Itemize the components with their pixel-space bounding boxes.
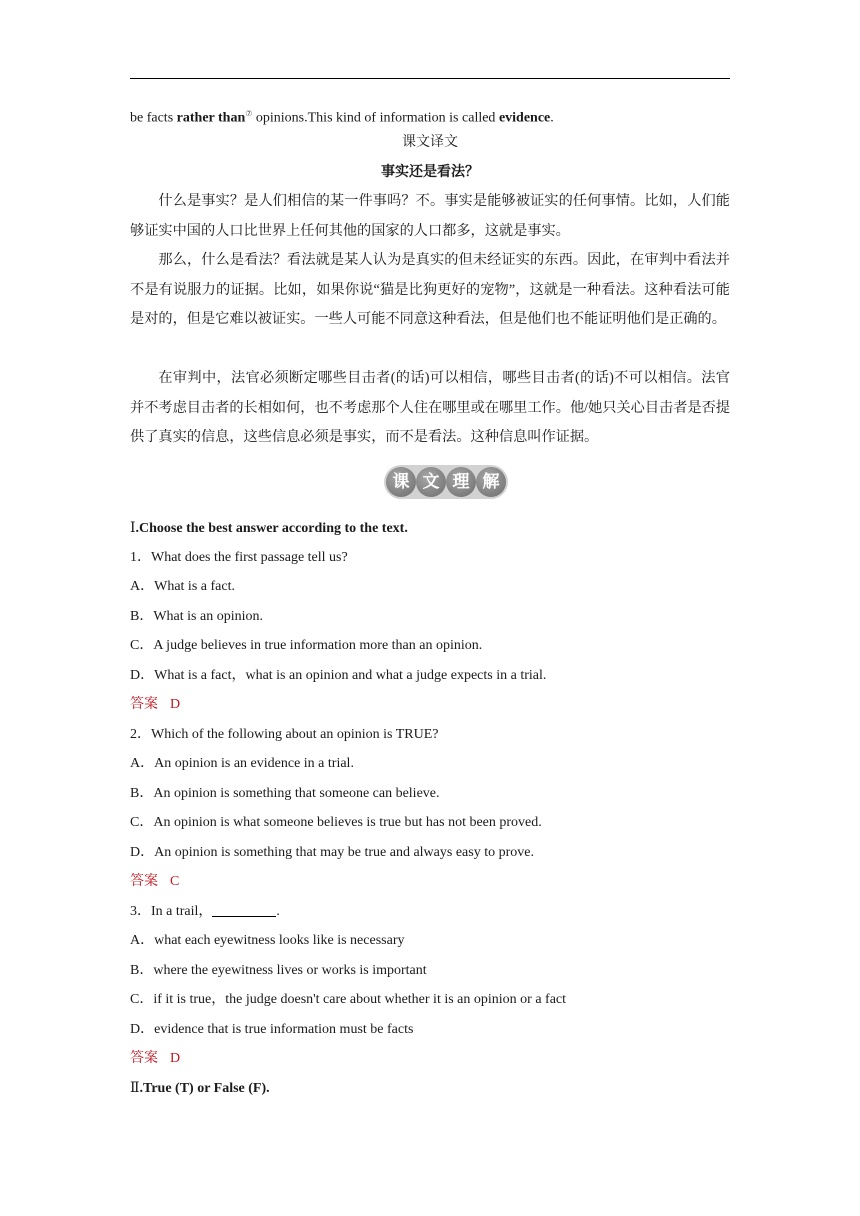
question-1-option-a: A．What is a fact. (130, 579, 235, 594)
question-2-option-c: C．An opinion is what someone believes is true but has not been proved. (130, 815, 542, 830)
question-1-option-d: D．What is a fact，what is an opinion and what a judge expects in a trial. (130, 668, 547, 683)
question-3-option-c: C．if it is true，the judge doesn't care about whether it is an opinion or a fact (130, 992, 567, 1007)
section-1-heading (130, 519, 408, 539)
question-2-option-d: D．An opinion is something that may be true and always easy to prove. (130, 845, 534, 860)
badge-char: 文 (416, 467, 446, 497)
intro-text-mid: opinions.This kind of information is called (252, 110, 499, 126)
intro-bold-phrase: rather than (176, 110, 246, 126)
badge-char: 理 (446, 467, 476, 497)
intro-text: be facts (130, 110, 177, 126)
question-3-option-a: A．what each eyewitness looks like is necessary (130, 933, 405, 948)
section-2-heading (130, 1079, 270, 1099)
question-3-option-b: B．where the eyewitness lives or works is important (130, 963, 427, 978)
section-badge (384, 465, 508, 499)
question-2-answer (130, 872, 179, 892)
question-2-option-a: A．An opinion is an evidence in a trial. (130, 756, 354, 771)
answer-value: C (170, 874, 180, 889)
header-rule (130, 78, 730, 79)
answer-value: D (170, 1051, 181, 1066)
question-3-stem-end: . (276, 904, 280, 919)
section-1-numeral: Ⅰ (130, 521, 136, 536)
translation-paragraph-2: 那么，什么是看法？看法就是某人认为是真实的但未经证实的东西。因此，在审判中看法并不是有说服力的证据。比如，如果你说“猫是比狗更好的宠物”，这就是一种看法。这种看法可能是对的，但是它难以被证实。一些人可能不同意这种看法，但是他们也不能证明他们是正确的。 (130, 252, 730, 328)
question-3-stem-text: 3．In a trail， (130, 904, 213, 919)
badge-char: 课 (386, 467, 416, 497)
section-2-title: .True (T) or False (F). (139, 1081, 270, 1096)
intro-bold-term: evidence (498, 110, 551, 126)
badge-char: 解 (476, 467, 506, 497)
section-2-numeral: Ⅱ (130, 1081, 140, 1096)
answer-value: D (170, 697, 181, 712)
question-2-option-b: B．An opinion is something that someone can believe. (130, 786, 440, 801)
answer-label: 答案 (130, 874, 158, 889)
translation-heading: 课文译文 (402, 135, 458, 150)
question-1-answer (130, 695, 180, 715)
intro-period: . (550, 110, 554, 126)
question-3-stem (130, 902, 280, 922)
question-1-option-c: C．A judge believes in true information more than an opinion. (130, 638, 483, 653)
question-1-stem: 1．What does the first passage tell us? (130, 550, 348, 565)
answer-label: 答案 (130, 1051, 158, 1066)
translation-title: 事实还是看法？ (381, 165, 479, 180)
section-1-title: .Choose the best answer according to the text. (135, 521, 408, 536)
question-3-option-d: D．evidence that is true information must be facts (130, 1022, 414, 1037)
question-1-option-b: B．What is an opinion. (130, 609, 263, 624)
footnote-mark: ⑦ (245, 109, 253, 118)
translation-paragraph-3: 在审判中，法官必须断定哪些目击者(的话)可以相信，哪些目击者(的话)不可以相信。法官并不考虑目击者的长相如何，也不考虑那个人住在哪里或在哪里工作。他/她只关心目击者是否提供了真实的信息，这些信息必须是事实，而不是看法。这种信息叫作证据。 (130, 370, 730, 446)
answer-blank (212, 902, 276, 917)
intro-line (130, 104, 554, 129)
question-3-answer (130, 1049, 180, 1069)
answer-label: 答案 (130, 697, 158, 712)
question-2-stem: 2．Which of the following about an opinion is TRUE? (130, 727, 439, 742)
translation-paragraph-1: 什么是事实？是人们相信的某一件事吗？不。事实是能够被证实的任何事情。比如，人们能够证实中国的人口比世界上任何其他的国家的人口都多，这就是事实。 (130, 193, 730, 239)
